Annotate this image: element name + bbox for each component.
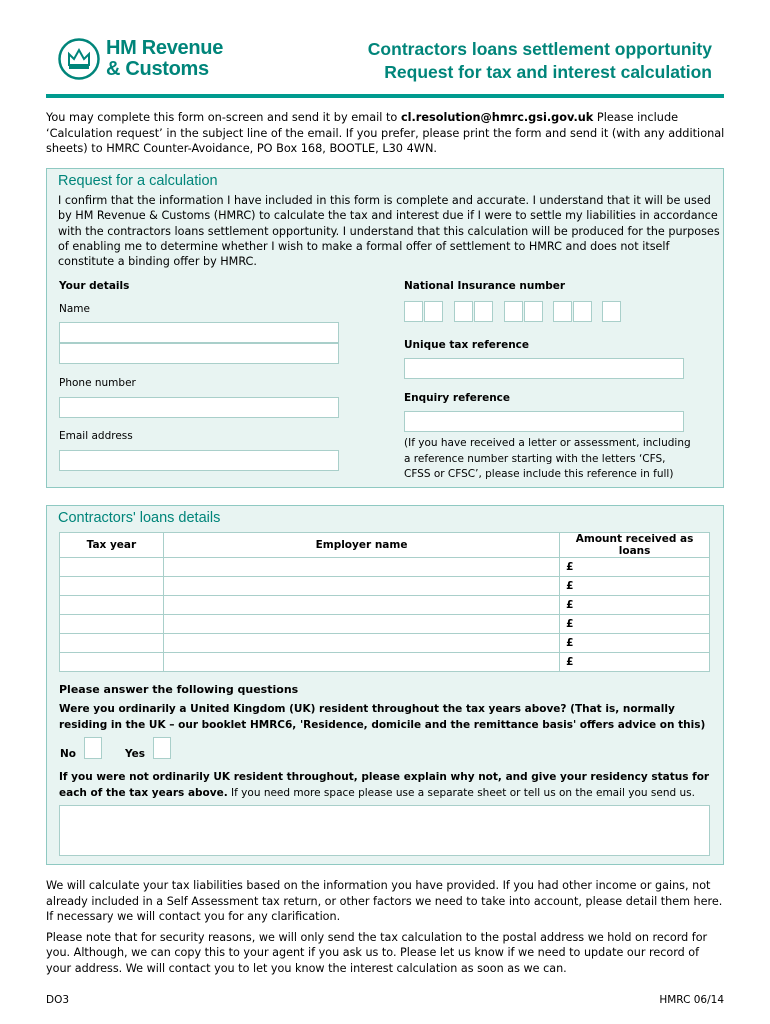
ni-char-8[interactable] — [573, 301, 592, 322]
employer-cell[interactable] — [163, 653, 559, 672]
amount-cell[interactable]: £ — [560, 577, 710, 596]
title-line2: Request for tax and interest calculation — [384, 62, 712, 82]
form-version: HMRC 06/14 — [659, 994, 724, 1006]
enquiry-hint: (If you have received a letter or assessment, including a reference number starting with the letters ‘CFS, CFSS or CFSC’, please include this reference in full) — [404, 437, 691, 480]
amount-cell[interactable]: £ — [560, 596, 710, 615]
outro-paragraph-2: Please note that for security reasons, we will only send the tax calculation to the postal address we hold on record for you. Although, we can copy this to your agent if you ask us to. Please let us know if we need to update our record of your address. We will contact you to let you know the interest calculation as soon as we can. — [46, 930, 708, 975]
utr-input[interactable] — [404, 358, 684, 379]
col-amount: Amount received as loans — [560, 533, 710, 558]
ni-char-2[interactable] — [424, 301, 443, 322]
q2-rest: If you need more space please use a separate sheet or tell us on the email you send us. — [227, 786, 695, 799]
table-row — [60, 577, 710, 596]
loans-table — [59, 532, 710, 672]
no-checkbox[interactable] — [84, 737, 102, 759]
tax-year-cell[interactable] — [60, 615, 164, 634]
intro-text — [46, 110, 726, 157]
form-title — [368, 38, 712, 84]
yes-checkbox[interactable] — [153, 737, 171, 759]
your-details-label: Your details — [59, 280, 130, 292]
table-header-row — [60, 533, 710, 558]
employer-cell[interactable] — [163, 558, 559, 577]
ni-char-5[interactable] — [504, 301, 523, 322]
no-label: No — [60, 748, 77, 760]
ni-char-3[interactable] — [454, 301, 473, 322]
amount-cell[interactable]: £ — [560, 653, 710, 672]
tax-year-cell[interactable] — [60, 653, 164, 672]
form-code: DO3 — [46, 994, 70, 1006]
amount-cell[interactable]: £ — [560, 634, 710, 653]
col-tax-year: Tax year — [60, 533, 164, 558]
enquiry-input[interactable] — [404, 411, 684, 432]
phone-label: Phone number — [59, 377, 136, 389]
q2-bold: If you were not ordinarily UK resident throughout, please explain why not, and give your residency status for each of the tax years above. — [59, 771, 710, 799]
request-heading: Request for a calculation — [58, 173, 218, 189]
table-row — [60, 653, 710, 672]
ni-char-9[interactable] — [602, 301, 621, 322]
email-label: Email address — [59, 430, 133, 442]
header-rule — [46, 94, 724, 98]
tax-year-cell[interactable] — [60, 634, 164, 653]
employer-cell[interactable] — [163, 615, 559, 634]
loans-heading: Contractors' loans details — [58, 510, 221, 526]
residency-explanation-textarea[interactable] — [59, 805, 710, 856]
intro-part2: Please include ‘Calculation request’ in the subject line of the email. If you prefer, please print the form and send it (with any additional sheets) to HMRC Counter-Avoidance, PO Box 168, BOOTLE, L30 4WN. — [46, 111, 725, 155]
employer-cell[interactable] — [163, 596, 559, 615]
title-line1: Contractors loans settlement opportunity — [367, 39, 712, 59]
contact-email-link[interactable]: cl.resolution@hmrc.gsi.gov.uk — [400, 111, 594, 124]
name-label: Name — [59, 303, 90, 315]
yes-label: Yes — [125, 748, 146, 760]
tax-year-cell[interactable] — [60, 558, 164, 577]
utr-label: Unique tax reference — [404, 339, 530, 351]
table-row — [60, 596, 710, 615]
name-input-line1[interactable] — [59, 322, 339, 343]
ni-char-1[interactable] — [404, 301, 423, 322]
crown-logo-icon — [58, 38, 100, 80]
ni-char-6[interactable] — [524, 301, 543, 322]
intro-part1: You may complete this form on-screen and send it by email to — [46, 111, 401, 124]
ni-label: National Insurance number — [404, 280, 566, 292]
ni-char-4[interactable] — [474, 301, 493, 322]
col-employer-name: Employer name — [163, 533, 559, 558]
questions-heading: Please answer the following questions — [59, 683, 299, 696]
tax-year-cell[interactable] — [60, 577, 164, 596]
logo-line1: HM Revenue — [106, 37, 224, 59]
name-input-line2[interactable] — [59, 343, 339, 364]
residency-question: Were you ordinarily a United Kingdom (UK) resident throughout the tax years above? (That is, normally residing in the UK – our booklet HMRC6, 'Residence, domicile and the remittance basis' offers advice on this) — [59, 703, 706, 731]
tax-year-cell[interactable] — [60, 596, 164, 615]
ni-char-7[interactable] — [553, 301, 572, 322]
table-row — [60, 558, 710, 577]
table-row — [60, 615, 710, 634]
employer-cell[interactable] — [163, 577, 559, 596]
table-row — [60, 634, 710, 653]
confirmation-text: I confirm that the information I have included in this form is complete and accurate. I understand that it will be used by HM Revenue & Customs (HMRC) to calculate the tax and interest due if I were to settle my liabilities in accordance with the contractors loans settlement opportunity. I understand that this calculation will be produced for the purposes of enabling me to determine whether I wish to make a formal offer of settlement to HMRC and does not itself constitute a binding offer by HMRC. — [58, 194, 720, 269]
phone-input[interactable] — [59, 397, 339, 418]
email-input[interactable] — [59, 450, 339, 471]
outro-paragraph-1: We will calculate your tax liabilities based on the information you have provided. If you had other income or gains, not already included in a Self Assessment tax return, or other factors we need to take into account, please detail them here. If necessary we will contact you for any clarification. — [46, 879, 723, 923]
hmrc-logo-text — [106, 38, 223, 80]
closing-notes — [46, 878, 726, 981]
amount-cell[interactable]: £ — [560, 558, 710, 577]
residency-explanation-prompt — [59, 770, 719, 801]
employer-cell[interactable] — [163, 634, 559, 653]
amount-cell[interactable]: £ — [560, 615, 710, 634]
enquiry-label: Enquiry reference — [404, 392, 511, 404]
logo-line2: & Customs — [106, 58, 209, 80]
